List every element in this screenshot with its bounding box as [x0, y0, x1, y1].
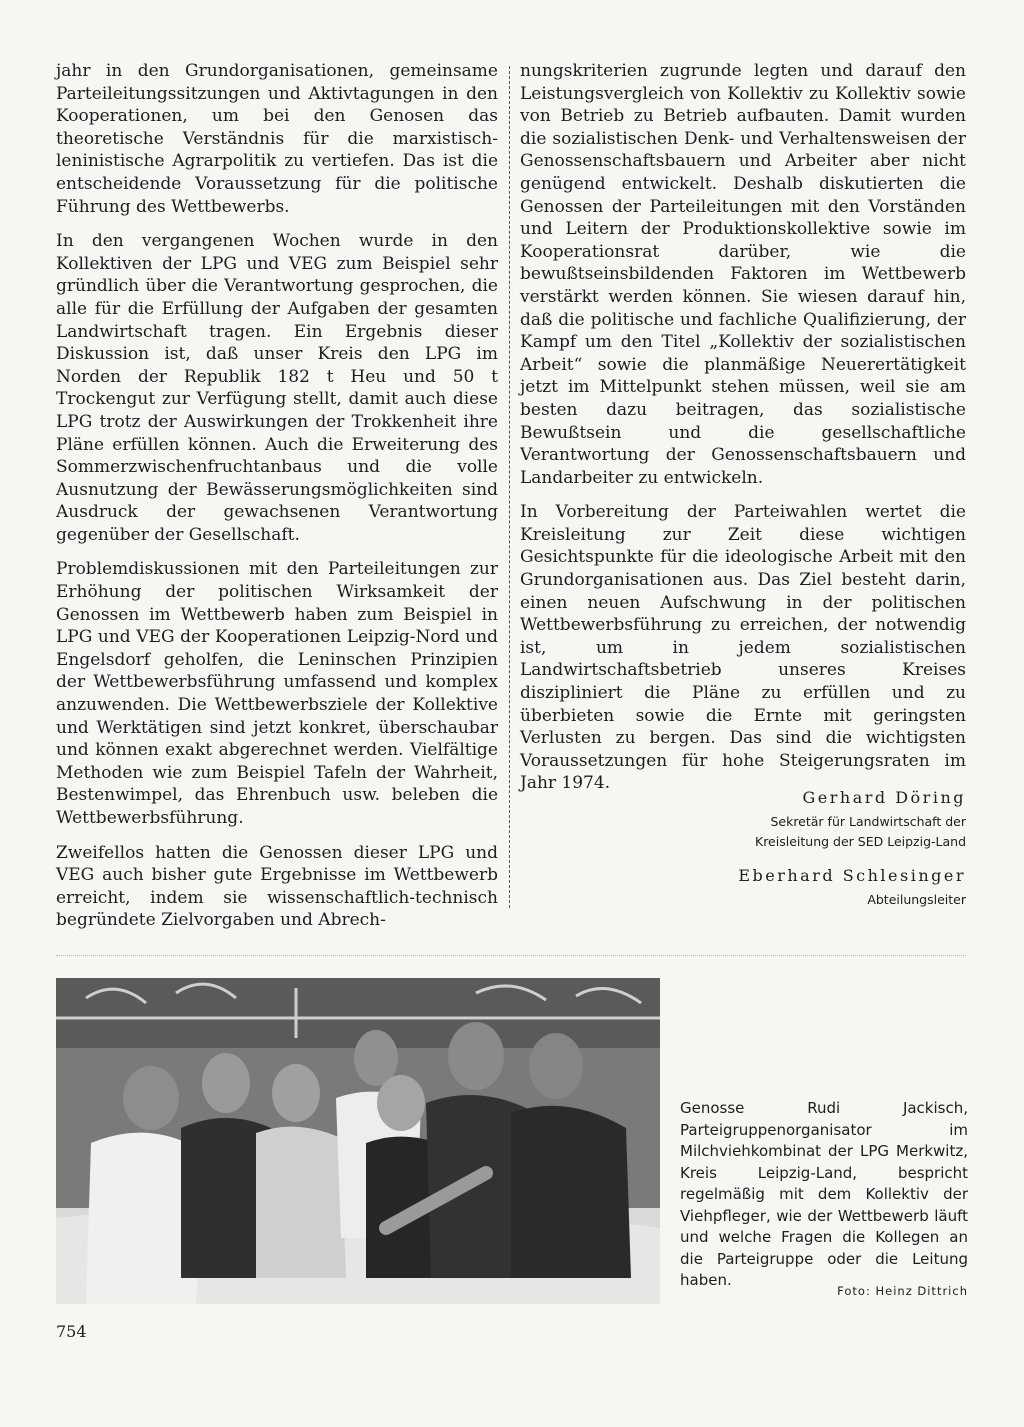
- section-separator: [56, 955, 966, 956]
- paragraph: In den vergangenen Wochen wurde in den Kollektiven der LPG und VEG zum Beispiel sehr gründlich über die Verantwortung gesprochen, die alle für die Erfüllung der Aufgaben der gesamten Landwirtschaft tragen. Ein Ergebnis dieser Diskussion ist, daß unser Kreis den LPG im Norden der Republik 182 t Heu und 50 t Trockengut zur Verfügung stellt, damit auch diese LPG trotz der Auswirkungen der Trokkenheit ihre Pläne erfüllen können. Auch die Erweiterung des Sommerzwischenfruchtanbaus und die volle Ausnutzung der Bewässerungsmöglichkeiten sind Ausdruck der gewachsenen Verantwortung gegenüber der Gesellschaft.: [56, 231, 498, 545]
- text-column-right: [520, 60, 966, 807]
- signature-role: [755, 812, 966, 852]
- page-number: 754: [56, 1322, 87, 1341]
- paragraph: nungskriterien zugrunde legten und darauf den Leistungsvergleich von Kollektiv zu Kollektiv sowie von Betrieb zu Betrieb aufbauten. Damit wurden die sozialistischen Denk- und Verhaltensweisen der Genossenschaftsbauern und Arbeiter aber nicht genügend entwickelt. Deshalb diskutierten die Genossen der Parteileitungen mit den Vorständen und Leitern der Produktionskollektive sowie im Kooperationsrat darüber, wie die bewußtseinsbildenden Faktoren im Wettbewerb verstärkt werden können. Sie wiesen darauf hin, daß die politische und fachliche Qualifizierung, der Kampf um den Titel „Kollektiv der sozialistischen Arbeit“ sowie die planmäßige Neuerertätigkeit jetzt im Mittelpunkt stehen müssen, weil sie am besten dazu beitragen, das sozialistische Bewußtsein und die gesellschaftliche Verantwortung der Genossenschaftsbauern und Landarbeiter zu entwickeln.: [520, 61, 966, 488]
- paragraph: Problemdiskussionen mit den Parteileitungen zur Erhöhung der politischen Wirksamkeit der Genossen im Wettbewerb haben zum Beispiel in LPG und VEG der Kooperationen Leipzig-Nord und Engelsdorf geholfen, die Leninschen Prinzipien der Wettbewerbsführung umfassend und komplex anzuwenden. Die Wettbewerbsziele der Kollektive und Werktätigen sind jetzt konkret, überschaubar und können exakt abgerechnet werden. Vielfältige Methoden wie zum Beispiel Tafeln der Wahrheit, Bestenwimpel, das Ehrenbuch usw. beleben die Wettbewerbsführung.: [56, 559, 498, 828]
- paragraph: Zweifellos hatten die Genossen dieser LPG und VEG auch bisher gute Ergebnisse im Wettbewerb erreicht, indem sie wissenschaftlich-technisch begründete Zielvorgaben und Abrech-: [56, 842, 498, 931]
- signature-role-line: Abteilungsleiter: [867, 892, 966, 907]
- photo-caption: Genosse Rudi Jackisch, Parteigruppenorganisator im Milchviehkombinat der LPG Merkwitz, Kreis Leipzig-Land, bespricht regelmäßig mit dem Kollektiv der Viehpfleger, wie der Wettbewerb läuft und welche Fragen die Kollegen an die Parteigruppe oder die Leitung haben.: [680, 1099, 968, 1289]
- signature-role-line: Sekretär für Landwirtschaft der: [770, 814, 966, 829]
- text-column-left: [56, 60, 498, 944]
- column-divider: [509, 66, 510, 908]
- paragraph: In Vorbereitung der Parteiwahlen wertet die Kreisleitung zur Zeit diese wichtigen Gesichtspunkte für die ideologische Arbeit mit den Grundorganisationen aus. Das Ziel besteht darin, einen neuen Aufschwung in der politischen Wettbewerbsführung zu erreichen, der notwendig ist, um in jedem sozialistischen Landwirtschaftsbetrieb unseres Kreises diszipliniert die Pläne zu erfüllen und zu überbieten sowie die Ernte mit geringsten Verlusten zu bergen. Das sind die wichtigsten Voraussetzungen für hohe Steigerungsraten im Jahr 1974.: [520, 502, 966, 794]
- paragraph: jahr in den Grundorganisationen, gemeinsame Parteileitungssitzungen und Aktivtagungen in den Kooperationen, um bei den Genosen das theoretische Verständnis für die marxistisch-leninistische Agrarpolitik zu vertiefen. Das ist die entscheidende Voraussetzung für die politische Führung des Wettbewerbs.: [56, 61, 498, 217]
- photo-credit: Foto: Heinz Dittrich: [837, 1284, 968, 1298]
- signature-name: Eberhard Schlesinger: [738, 866, 966, 885]
- signature-name: Gerhard Döring: [802, 788, 966, 807]
- photo: [56, 978, 660, 1304]
- signature-role: [867, 890, 966, 910]
- photo-illustration: [56, 978, 660, 1304]
- signature-role-line: Kreisleitung der SED Leipzig-Land: [755, 834, 966, 849]
